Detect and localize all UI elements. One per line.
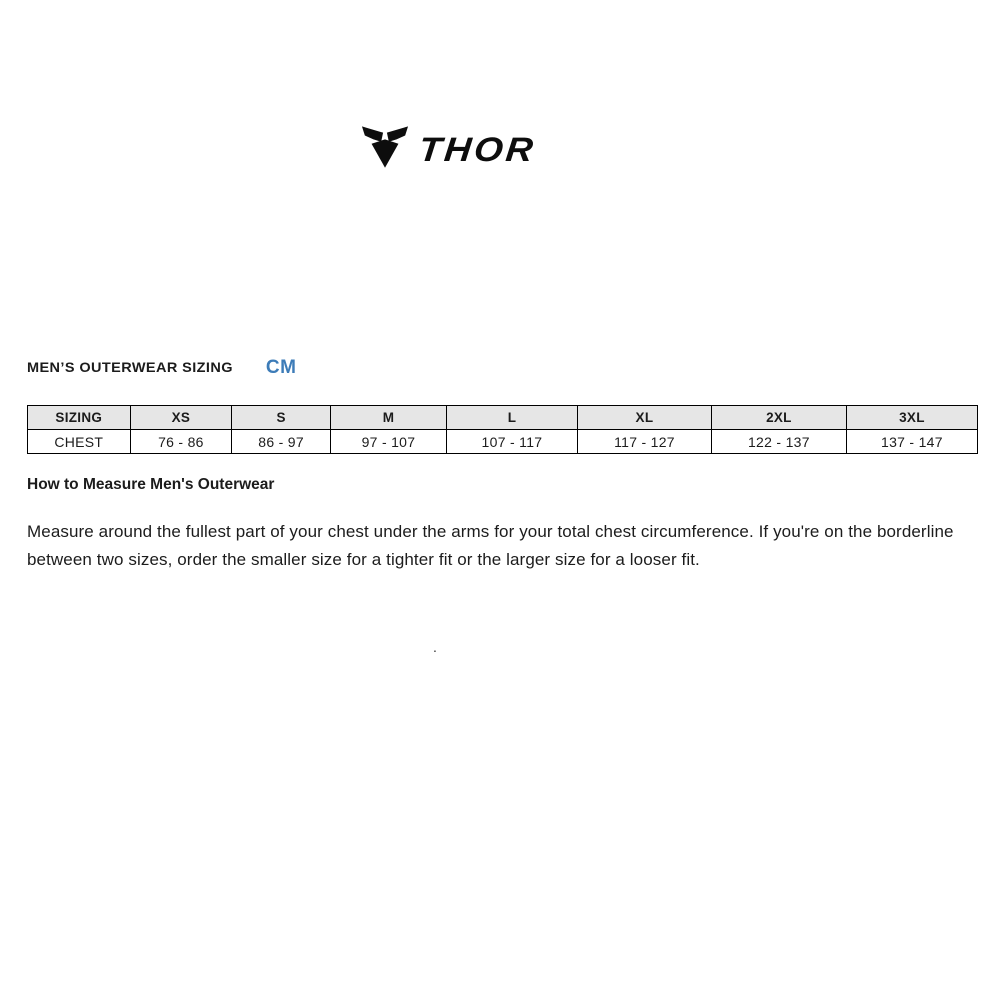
size-table-header-row: [28, 406, 978, 430]
size-table-row-chest: [28, 430, 978, 454]
size-table-cell-2xl: 122 - 137: [711, 430, 846, 454]
stray-dot: .: [433, 639, 437, 655]
how-to-measure-text: Measure around the fullest part of your chest under the arms for your total chest circumference. If you're on the borderline between two sizes, order the smaller size for a tighter fit or the larger size for a looser fit.: [27, 522, 954, 569]
size-table-header-s: S: [232, 406, 331, 430]
brand-wordmark: THOR: [416, 130, 538, 169]
size-table-header-3xl: 3XL: [846, 406, 977, 430]
size-table-cell-xs: 76 - 86: [130, 430, 232, 454]
logo-row: [0, 126, 997, 171]
size-table: [27, 405, 978, 454]
thor-horns-icon: [361, 126, 409, 171]
sizing-section-title: MEN’S OUTERWEAR SIZING: [27, 359, 233, 376]
size-table-cell-xl: 117 - 127: [578, 430, 712, 454]
size-table-header-xs: XS: [130, 406, 232, 430]
size-table-header-2xl: 2XL: [711, 406, 846, 430]
size-table-header-m: M: [331, 406, 447, 430]
size-table-cell-3xl: 137 - 147: [846, 430, 977, 454]
size-table-header-sizing: SIZING: [28, 406, 131, 430]
unit-toggle-cm[interactable]: CM: [265, 357, 297, 378]
size-table-header-xl: XL: [578, 406, 712, 430]
size-table-row-label: CHEST: [28, 430, 131, 454]
size-table-header-l: L: [446, 406, 577, 430]
size-table-cell-s: 86 - 97: [232, 430, 331, 454]
size-table-cell-l: 107 - 117: [446, 430, 577, 454]
sizing-section-header: [27, 358, 296, 377]
size-table-container: [27, 405, 978, 454]
thor-logo: [361, 126, 536, 171]
how-to-measure-heading: How to Measure Men's Outerwear: [27, 476, 275, 493]
size-table-cell-m: 97 - 107: [331, 430, 447, 454]
